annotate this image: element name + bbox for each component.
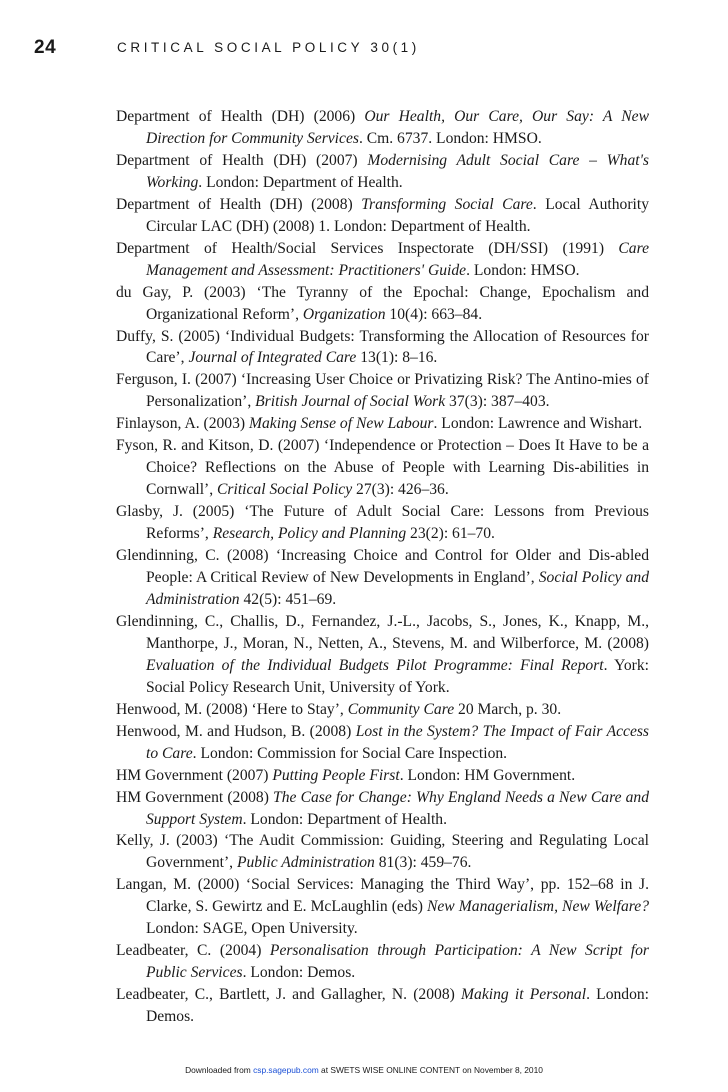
- reference-entry: Glendinning, C. (2008) ‘Increasing Choice and Control for Older and Dis-abled People: A Critical Review of New Developments in England’, Social Policy and Administration 42(5): 451–69.: [116, 547, 650, 608]
- reference-entry: du Gay, P. (2003) ‘The Tyranny of the Epochal: Change, Epochalism and Organizational Reform’, Organization 10(4): 663–84.: [116, 283, 649, 323]
- journal-running-head: CRITICAL SOCIAL POLICY 30(1): [117, 40, 420, 55]
- reference-entry: Langan, M. (2000) ‘Social Services: Managing the Third Way’, pp. 152–68 in J. Clarke, S. Gewirtz and E. McLaughlin (eds) New Managerialism, New Welfare? London: SAGE, Open University.: [116, 876, 649, 938]
- reference-entry: HM Government (2007) Putting People First. London: HM Government.: [116, 766, 576, 784]
- reference-entry: HM Government (2008) The Case for Change: Why England Needs a New Care and Support System. London: Department of Health.: [116, 788, 650, 828]
- reference-entry: Henwood, M. and Hudson, B. (2008) Lost in the System? The Impact of Fair Access to Care. London: Commission for Social Care Inspection.: [116, 722, 649, 762]
- footer-prefix: Downloaded from: [185, 1065, 254, 1075]
- reference-entry: Department of Health/Social Services Inspectorate (DH/SSI) (1991) Care Management and Assessment: Practitioners' Guide. London: HMSO.: [116, 239, 649, 279]
- reference-entry: Ferguson, I. (2007) ‘Increasing User Choice or Privatizing Risk? The Antino-mies of Personalization’, British Journal of Social Work 37(3): 387–403.: [116, 371, 649, 411]
- download-footer: [0, 1065, 728, 1075]
- reference-entry: Glasby, J. (2005) ‘The Future of Adult Social Care: Lessons from Previous Reforms’, Research, Policy and Planning 23(2): 61–70.: [116, 503, 649, 543]
- reference-entry: Finlayson, A. (2003) Making Sense of New Labour. London: Lawrence and Wishart.: [116, 415, 643, 433]
- page-number: 24: [34, 37, 57, 58]
- reference-entry: Department of Health (DH) (2008) Transforming Social Care. Local Authority Circular LAC (DH) (2008) 1. London: Department of Health.: [116, 195, 649, 235]
- journal-site-link[interactable]: csp.sagepub.com: [253, 1065, 319, 1075]
- reference-entry: Leadbeater, C., Bartlett, J. and Gallagher, N. (2008) Making it Personal. London: Demos.: [116, 986, 650, 1026]
- reference-list: [116, 106, 649, 1028]
- reference-entry: Leadbeater, C. (2004) Personalisation through Participation: A New Script for Public Services. London: Demos.: [116, 942, 650, 982]
- reference-entry: Department of Health (DH) (2007) Modernising Adult Social Care – What's Working. London: Department of Health.: [116, 151, 649, 191]
- footer-suffix: at SWETS WISE ONLINE CONTENT on November 8, 2010: [318, 1065, 543, 1075]
- reference-entry: Duffy, S. (2005) ‘Individual Budgets: Transforming the Allocation of Resources for Care’, Journal of Integrated Care 13(1): 8–16.: [116, 327, 649, 367]
- reference-entry: Department of Health (DH) (2006) Our Health, Our Care, Our Say: A New Direction for Community Services. Cm. 6737. London: HMSO.: [116, 108, 649, 147]
- reference-entry: Kelly, J. (2003) ‘The Audit Commission: Guiding, Steering and Regulating Local Government’, Public Administration 81(3): 459–76.: [116, 832, 649, 872]
- reference-entry: Henwood, M. (2008) ‘Here to Stay’, Community Care 20 March, p. 30.: [116, 700, 562, 718]
- reference-entry: Fyson, R. and Kitson, D. (2007) ‘Independence or Protection – Does It Have to be a Choice? Reflections on the Abuse of People with Learning Dis-abilities in Cornwall’, Critical Social Policy 27(3): 426–36.: [116, 437, 649, 499]
- reference-entry: Glendinning, C., Challis, D., Fernandez, J.-L., Jacobs, S., Jones, K., Knapp, M., Manthorpe, J., Moran, N., Netten, A., Stevens, M. and Wilberforce, M. (2008) Evaluation of the Individual Budgets Pilot Programme: Final Report. York: Social Policy Research Unit, University of York.: [116, 612, 649, 696]
